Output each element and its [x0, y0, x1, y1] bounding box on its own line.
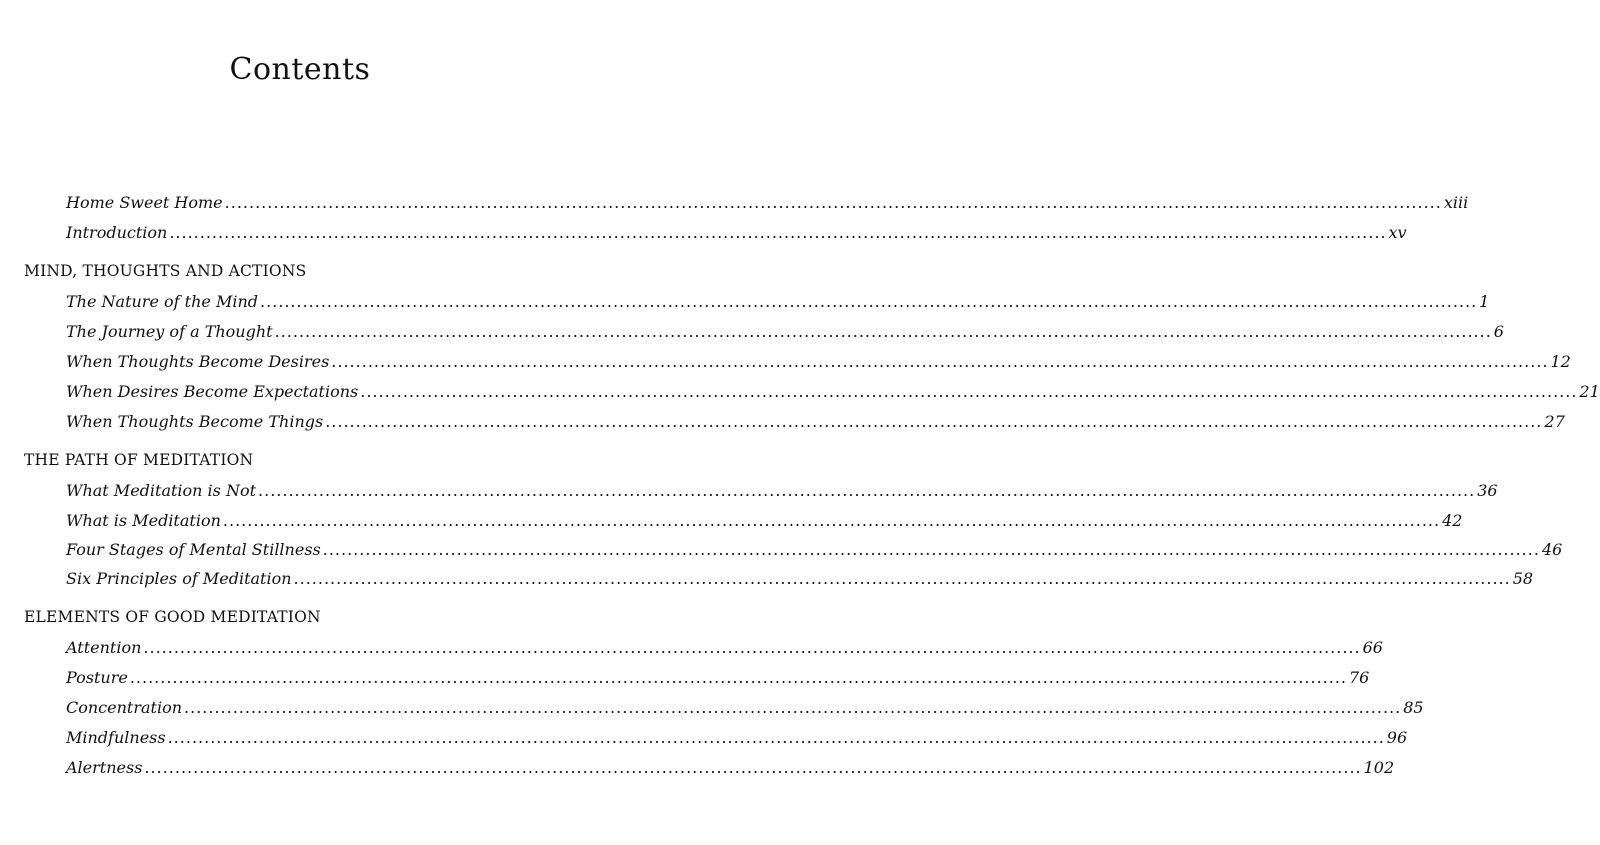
section-heading: MIND, THOUGHTS AND ACTIONS: [24, 262, 307, 280]
dot-leader: ........................................................................................................................................................................................................: [293, 569, 1511, 588]
toc-entry-label: The Nature of the Mind: [66, 292, 258, 311]
toc-entry-label: When Desires Become Expectations: [66, 382, 359, 401]
toc-entry-label: Concentration: [66, 698, 183, 717]
toc-entry-page: 36: [1477, 481, 1498, 500]
toc-entry[interactable]: [66, 696, 1424, 720]
toc-entry-label: Introduction: [66, 223, 168, 242]
toc-entry[interactable]: [66, 410, 1565, 434]
toc-entry[interactable]: [66, 538, 1563, 562]
toc-entry-label: When Thoughts Become Things: [66, 412, 324, 431]
toc-entry[interactable]: [66, 350, 1571, 374]
dot-leader: ........................................................................................................................................................................................................: [143, 638, 1361, 657]
toc-entry-label: Six Principles of Meditation: [66, 569, 292, 588]
toc-entry-page: xiii: [1443, 193, 1469, 212]
dot-leader: ........................................................................................................................................................................................................: [331, 352, 1549, 371]
dot-leader: ........................................................................................................................................................................................................: [167, 728, 1385, 747]
toc-entry-page: 1: [1479, 292, 1490, 311]
dot-leader: ........................................................................................................................................................................................................: [322, 540, 1540, 559]
toc-entry-label: Attention: [66, 638, 142, 657]
page-title: Contents: [229, 52, 371, 87]
toc-entry-page: 6: [1493, 322, 1504, 341]
toc-entry-page: 66: [1362, 638, 1383, 657]
dot-leader: ........................................................................................................................................................................................................: [144, 758, 1362, 777]
toc-entry-label: What is Meditation: [66, 511, 221, 530]
toc-entry-page: 46: [1541, 540, 1563, 559]
section-heading: THE PATH OF MEDITATION: [24, 451, 254, 469]
dot-leader: ........................................................................................................................................................................................................: [169, 223, 1387, 242]
toc-entry-label: Four Stages of Mental Stillness: [66, 540, 321, 559]
toc-entry-label: The Journey of a Thought: [66, 322, 273, 341]
toc-entry-label: What Meditation is Not: [66, 481, 257, 500]
dot-leader: ........................................................................................................................................................................................................: [222, 511, 1441, 530]
toc-entry-introduction[interactable]: [66, 221, 1407, 245]
dot-leader: ........................................................................................................................................................................................................: [325, 412, 1543, 431]
toc-entry-label: Home Sweet Home: [66, 193, 223, 212]
toc-entry[interactable]: [66, 479, 1498, 503]
toc-entry-home-sweet-home[interactable]: [66, 191, 1469, 215]
toc-entry-page: 12: [1550, 352, 1571, 371]
dot-leader: ........................................................................................................................................................................................................: [258, 481, 1476, 500]
dot-leader: ........................................................................................................................................................................................................: [360, 382, 1578, 401]
dot-leader: ........................................................................................................................................................................................................: [259, 292, 1478, 311]
toc-entry-page: 27: [1544, 412, 1565, 431]
toc-entry[interactable]: [66, 636, 1383, 660]
toc-entry[interactable]: [66, 666, 1370, 690]
dot-leader: ........................................................................................................................................................................................................: [224, 193, 1442, 212]
dot-leader: ........................................................................................................................................................................................................: [129, 668, 1347, 687]
toc-entry[interactable]: [66, 380, 1600, 404]
toc-entry-page: 76: [1349, 668, 1370, 687]
toc-entry-label: When Thoughts Become Desires: [66, 352, 330, 371]
toc-entry[interactable]: [66, 509, 1463, 533]
toc-entry[interactable]: [66, 567, 1534, 591]
toc-entry[interactable]: [66, 756, 1395, 780]
dot-leader: ........................................................................................................................................................................................................: [274, 322, 1492, 341]
toc-entry-page: xv: [1388, 223, 1407, 242]
toc-entry-page: 85: [1403, 698, 1424, 717]
toc-entry-page: 21: [1579, 382, 1600, 401]
toc-entry-label: Alertness: [66, 758, 143, 777]
toc-entry-page: 96: [1386, 728, 1408, 747]
toc-entry-page: 102: [1363, 758, 1395, 777]
toc-entry-page: 58: [1512, 569, 1534, 588]
toc-entry[interactable]: [66, 290, 1490, 314]
toc-entry[interactable]: [66, 320, 1504, 344]
toc-entry-label: Mindfulness: [66, 728, 166, 747]
toc-entry[interactable]: [66, 726, 1408, 750]
toc-entry-label: Posture: [66, 668, 128, 687]
toc-entry-page: 42: [1442, 511, 1463, 530]
dot-leader: ........................................................................................................................................................................................................: [184, 698, 1402, 717]
section-heading: ELEMENTS OF GOOD MEDITATION: [24, 608, 321, 626]
